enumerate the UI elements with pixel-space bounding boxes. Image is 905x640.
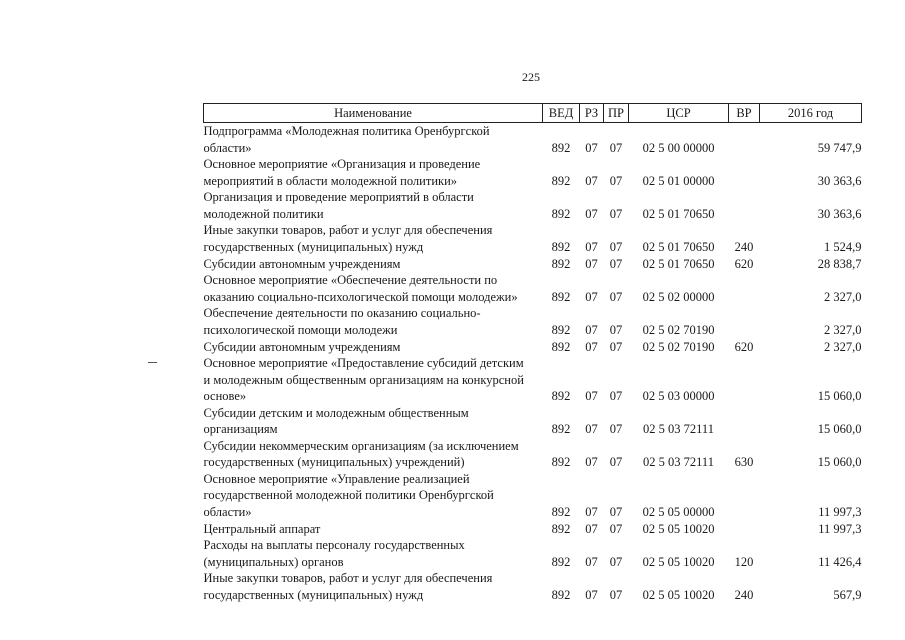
row-name-line: Основное мероприятие «Обеспечение деятельности по [203,273,498,287]
row-name-line: Субсидии автономным учреждениям [203,339,401,354]
row-name [204,338,543,355]
row-vr [729,156,760,189]
header-ved: ВЕД [543,104,580,123]
header-vr: ВР [729,104,760,123]
row-name-line: Иные закупки товаров, работ и услуг для обеспечения [203,571,493,585]
row-csr: 02 5 05 10020 [642,554,715,569]
row-ved: 892 [551,554,571,569]
header-rz: РЗ [580,104,604,123]
row-name-line: основе» [203,389,247,403]
row-name-line: Организация и проведение мероприятий в области [203,190,474,204]
row-name [204,156,543,189]
row-vr [729,405,760,438]
row-csr: 02 5 01 70650 [642,239,715,254]
row-ved: 892 [551,239,571,254]
row-vr [729,189,760,222]
row-name [204,537,543,570]
row-sum: 28 838,7 [817,256,862,271]
row-name-line: государственных (муниципальных) нужд [203,239,424,254]
row-vr: 120 [734,554,754,569]
row-name-line: области» [203,504,252,519]
row-vr [729,355,760,405]
row-name [204,520,543,537]
row-rz: 07 [585,339,598,354]
row-name [204,222,543,255]
row-rz: 07 [585,422,598,436]
row-rz: 07 [585,455,598,469]
row-name-line: Подпрограмма «Молодежная политика Оренбургской [203,124,490,138]
row-csr: 02 5 02 70190 [642,339,715,354]
row-vr: 630 [734,455,754,469]
row-ved: 892 [551,322,571,337]
row-sum: 59 747,9 [817,140,862,155]
table-row [204,255,862,272]
row-vr [729,471,760,521]
page-number: 225 [522,70,540,84]
row-pr: 07 [609,521,623,536]
row-vr [729,272,760,305]
row-name-line: молодежной политики [203,206,324,221]
row-pr: 07 [609,422,623,436]
row-rz: 07 [585,289,598,304]
row-name-line: Субсидии детским и молодежным общественным [203,405,469,420]
row-pr: 07 [609,289,623,304]
header-pr: ПР [604,104,629,123]
row-rz: 07 [585,140,598,155]
table-body [204,123,862,604]
row-pr: 07 [609,322,623,337]
row-ved: 892 [551,289,571,304]
row-vr: 240 [734,239,754,254]
row-name-line: мероприятий в области молодежной политики» [203,173,458,188]
row-name-line: Центральный аппарат [203,521,321,536]
table-row [204,189,862,222]
row-name-line: государственной молодежной политики Оренбургской [203,488,494,502]
row-ved: 892 [551,339,571,354]
row-name-line: и молодежным общественным организациям на конкурсной [203,372,524,387]
row-csr: 02 5 01 70650 [642,256,715,271]
row-rz: 07 [585,322,598,337]
row-pr: 07 [609,339,623,354]
row-sum: 1 524,9 [824,239,862,254]
row-pr: 07 [609,173,623,188]
row-rz: 07 [585,521,598,536]
row-name-line: государственных (муниципальных) учреждений) [203,455,465,469]
row-csr: 02 5 03 72111 [643,422,714,436]
row-csr: 02 5 05 10020 [642,521,715,536]
row-sum: 15 060,0 [817,389,862,403]
row-vr: 620 [734,339,754,354]
table-row [204,438,862,471]
row-sum: 11 997,3 [818,521,862,536]
row-sum: 2 327,0 [824,322,862,337]
row-csr: 02 5 02 00000 [642,289,715,304]
row-name [204,123,543,157]
row-name-line: Расходы на выплаты персоналу государственных [203,538,465,552]
row-name [204,255,543,272]
row-pr: 07 [609,587,623,602]
row-pr: 07 [609,504,623,519]
row-sum: 2 327,0 [824,289,862,304]
row-ved: 892 [551,521,571,536]
table-row [204,156,862,189]
table-row [204,471,862,521]
table-row [204,338,862,355]
row-pr: 07 [609,455,623,469]
row-sum: 15 060,0 [817,455,862,469]
row-sum: 30 363,6 [817,206,862,221]
row-vr: 620 [734,256,754,271]
row-ved: 892 [551,455,571,469]
table-row [204,570,862,603]
row-name-line: (муниципальных) органов [203,554,344,569]
row-csr: 02 5 03 72111 [643,455,714,469]
row-name-line: организациям [203,422,278,436]
row-vr [729,520,760,537]
table-row [204,405,862,438]
row-name-line: Основное мероприятие «Предоставление субсидий детским [203,356,524,370]
header-name: Наименование [204,104,543,123]
row-rz: 07 [585,587,598,602]
row-vr [729,123,760,157]
table-row [204,272,862,305]
row-name [204,405,543,438]
row-name-line: Субсидии некоммерческим организациям (за исключением [203,438,519,453]
row-name [204,305,543,338]
row-name-line: Субсидии автономным учреждениям [203,256,401,271]
row-ved: 892 [551,422,571,436]
row-sum: 567,9 [833,587,862,602]
table-row [204,520,862,537]
row-sum: 30 363,6 [817,173,862,188]
row-pr: 07 [609,140,623,155]
row-sum: 2 327,0 [824,339,862,354]
row-ved: 892 [551,504,571,519]
row-ved: 892 [551,173,571,188]
row-csr: 02 5 05 00000 [642,504,715,519]
row-csr: 02 5 00 00000 [642,140,715,155]
row-rz: 07 [585,504,598,519]
row-name-line: государственных (муниципальных) нужд [203,587,424,602]
row-name-line: оказанию социально-психологической помощи молодежи» [203,289,518,304]
row-vr: 240 [734,587,754,602]
row-pr: 07 [609,389,623,403]
row-name-line: области» [203,140,252,155]
table-row [204,537,862,570]
row-name [204,355,543,405]
row-pr: 07 [609,256,623,271]
header-csr: ЦСР [629,104,729,123]
table-row [204,355,862,405]
row-rz: 07 [585,256,598,271]
row-name [204,189,543,222]
row-name-line: Основное мероприятие «Управление реализацией [203,471,470,486]
header-year: 2016 год [760,104,862,123]
row-csr: 02 5 02 70190 [642,322,715,337]
row-name [204,471,543,521]
table-row [204,222,862,255]
row-csr: 02 5 01 00000 [642,173,715,188]
row-name [204,570,543,603]
row-ved: 892 [551,587,571,602]
row-csr: 02 5 03 00000 [642,389,715,403]
budget-table [203,103,862,603]
row-rz: 07 [585,173,598,188]
row-sum: 11 997,3 [818,504,862,519]
row-sum: 11 426,4 [818,554,862,569]
row-sum: 15 060,0 [817,422,862,436]
row-csr: 02 5 05 10020 [642,587,715,602]
row-pr: 07 [609,554,623,569]
row-pr: 07 [609,206,623,221]
row-rz: 07 [585,239,598,254]
row-rz: 07 [585,389,598,403]
row-ved: 892 [551,206,571,221]
row-name-line: Обеспечение деятельности по оказанию социально- [203,306,481,320]
row-name-line: психологической помощи молодежи [203,322,398,337]
row-name [204,438,543,471]
row-ved: 892 [551,389,571,403]
row-vr [729,305,760,338]
row-rz: 07 [585,554,598,569]
table-header-row [204,104,862,123]
row-csr: 02 5 01 70650 [642,206,715,221]
table-row [204,305,862,338]
row-name-line: Основное мероприятие «Организация и проведение [203,157,481,171]
margin-mark [148,362,157,363]
row-name [204,272,543,305]
row-name-line: Иные закупки товаров, работ и услуг для обеспечения [203,223,493,237]
row-ved: 892 [551,256,571,271]
row-ved: 892 [551,140,571,155]
row-rz: 07 [585,206,598,221]
table-row [204,123,862,157]
row-pr: 07 [609,239,623,254]
